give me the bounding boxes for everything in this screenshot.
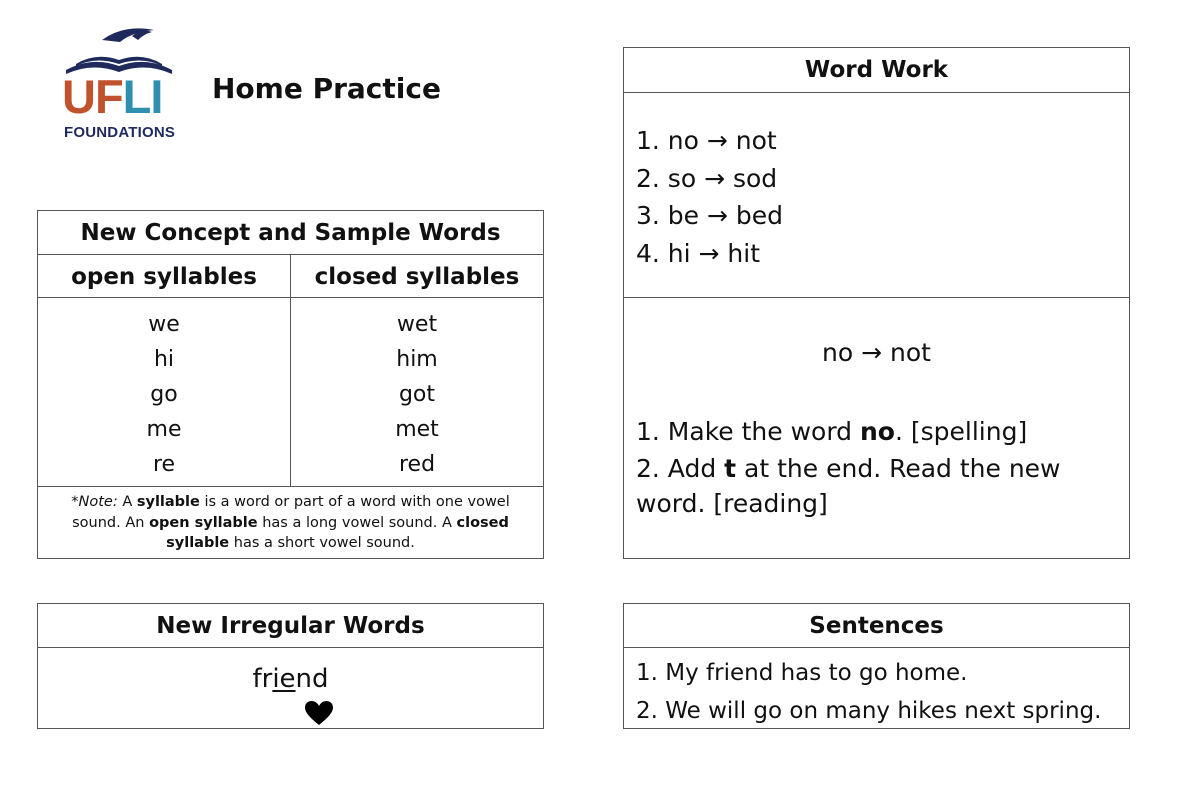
divider: [624, 92, 1129, 93]
logo-letter-f: F: [94, 70, 123, 123]
heart-icon: [304, 700, 334, 726]
logo-letters: [62, 70, 177, 123]
ufli-logo: [62, 26, 177, 146]
open-syllables-list: [38, 307, 290, 482]
list-item: 4. hi → hit: [636, 238, 761, 268]
divider: [624, 297, 1129, 298]
note-label: *Note:: [71, 494, 118, 510]
list-item: 2. We will go on many hikes next spring.: [636, 698, 1102, 724]
step-1: [636, 414, 1109, 449]
syllable-note: [46, 492, 535, 554]
word-irregular-part: ie: [272, 664, 296, 694]
note-bold: syllable: [136, 494, 200, 510]
note-bold: closed syllable: [166, 514, 509, 551]
book-birds-icon: [62, 26, 177, 76]
list-item: me: [146, 417, 182, 442]
page-title: Home Practice: [212, 72, 441, 105]
list-item: re: [152, 452, 176, 477]
list-item: red: [398, 452, 436, 477]
concept-heading: New Concept and Sample Words: [80, 220, 501, 246]
step-bold: t: [724, 454, 737, 483]
list-item: 2. so → sod: [636, 163, 778, 193]
list-item: we: [148, 312, 180, 337]
list-item: met: [395, 417, 439, 442]
closed-syllables-header: closed syllables: [314, 264, 520, 290]
list-item: 3. be → bed: [636, 201, 784, 230]
sentences-list: [636, 654, 1101, 730]
divider: [38, 647, 543, 648]
note-text: is a word or part of a word with one vowel sound. An: [72, 494, 510, 531]
word-part: fr: [252, 664, 273, 694]
list-item: 1. My friend has to go home.: [636, 660, 968, 686]
step-bold: no: [859, 417, 895, 446]
divider: [624, 647, 1129, 648]
note-bold: open syllable: [149, 514, 258, 531]
list-item: him: [396, 347, 438, 372]
sentences-heading: Sentences: [809, 613, 944, 639]
step-text: . [spelling]: [894, 417, 1028, 446]
list-item: got: [398, 382, 436, 407]
list-item: wet: [396, 312, 438, 337]
note-text: has a long vowel sound. A: [257, 514, 457, 531]
closed-syllables-list: [291, 307, 543, 482]
word-work-list: [636, 122, 783, 272]
step-text: 2. Add: [636, 454, 725, 483]
word-part: nd: [295, 664, 329, 694]
word-work-heading: Word Work: [804, 57, 949, 83]
concept-table: [37, 210, 544, 559]
sentences-box: [623, 603, 1130, 729]
step-text: at the end. Read the new word. [reading]: [636, 454, 1061, 518]
word-work-example: no → not: [822, 338, 931, 367]
list-item: hi: [153, 347, 175, 372]
list-item: 1. no → not: [636, 126, 777, 155]
logo-letter-u: U: [62, 70, 95, 123]
open-syllables-header: open syllables: [71, 264, 257, 290]
step-2: [636, 451, 1109, 521]
note-text: has a short vowel sound.: [229, 535, 415, 551]
logo-letter-l: L: [122, 70, 151, 123]
step-text: 1. Make the word: [636, 417, 860, 446]
irregular-word: [38, 664, 543, 694]
irregular-heading: New Irregular Words: [156, 613, 425, 639]
word-work-steps: [636, 414, 1109, 521]
logo-subtitle: FOUNDATIONS: [64, 124, 176, 141]
irregular-words-box: [37, 603, 544, 729]
logo-letter-i: I: [150, 70, 163, 123]
word-work-box: [623, 47, 1130, 559]
list-item: go: [150, 382, 178, 407]
note-text: A: [117, 494, 137, 510]
